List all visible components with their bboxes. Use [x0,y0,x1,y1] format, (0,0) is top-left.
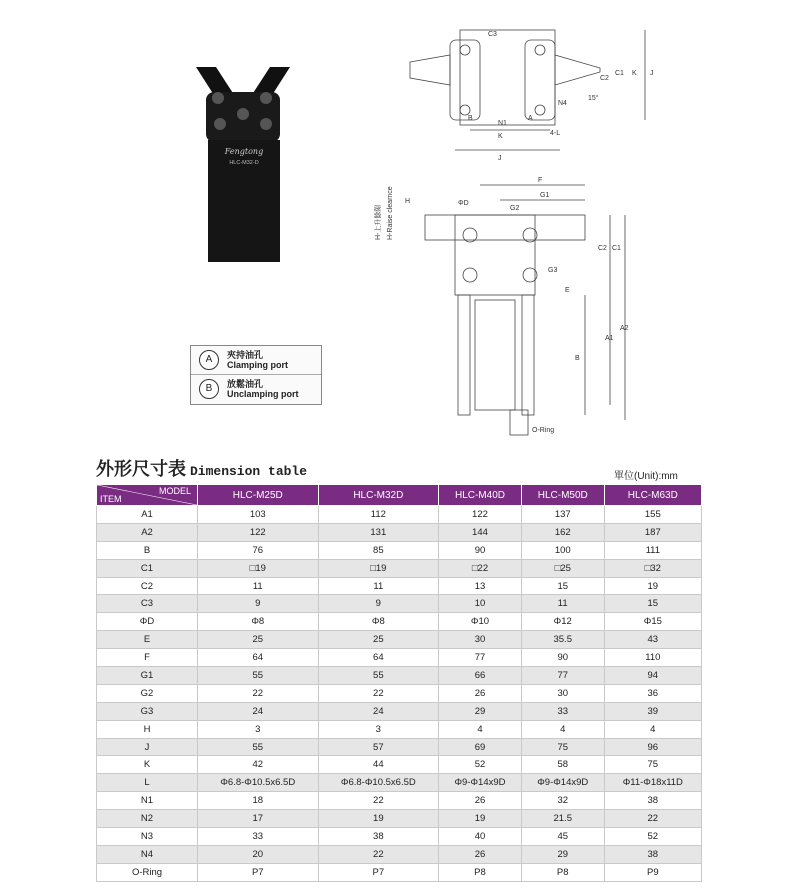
title-en: Dimension table [190,464,308,479]
table-row [97,506,702,524]
legend-a-en: Clamping port [227,360,288,370]
table-cell: 4 [439,720,522,738]
table-cell: 90 [521,649,604,667]
table-cell: 15 [521,577,604,595]
label-h-zh: H-上升餘隙 [375,204,382,240]
table-cell: 21.5 [521,810,604,828]
table-cell: 144 [439,523,522,541]
table-cell: 11 [198,577,319,595]
row-item-label: J [97,738,198,756]
model-header: HLC-M40D [439,485,522,506]
table-row [97,577,702,595]
model-header: HLC-M32D [318,485,439,506]
table-cell: 33 [198,828,319,846]
table-cell: 55 [198,738,319,756]
table-cell: 29 [521,845,604,863]
technical-drawing [360,10,660,440]
legend-row-b [191,375,321,403]
row-item-label: G3 [97,702,198,720]
table-cell: Φ9-Φ14x9D [439,774,522,792]
table-cell: Φ10 [439,613,522,631]
row-item-label: C3 [97,595,198,613]
table-cell: 131 [318,523,439,541]
row-item-label: N2 [97,810,198,828]
label-g2: G2 [510,205,520,212]
row-item-label: F [97,649,198,667]
table-row [97,541,702,559]
label-c1-side: C1 [612,245,621,252]
table-row [97,523,702,541]
table-cell: 4 [604,720,701,738]
table-cell: 96 [604,738,701,756]
table-row [97,863,702,881]
label-g3: G3 [548,267,558,274]
label-a2: A2 [620,325,629,332]
table-cell: 19 [604,577,701,595]
table-body [97,506,702,882]
row-item-label: G2 [97,684,198,702]
table-cell: 44 [318,756,439,774]
row-item-label: N3 [97,828,198,846]
table-cell: 19 [439,810,522,828]
table-cell: 64 [198,649,319,667]
table-cell: 111 [604,541,701,559]
row-item-label: A1 [97,506,198,524]
row-item-label: G1 [97,667,198,685]
table-cell: 76 [198,541,319,559]
title-zh: 外形尺寸表 [96,459,186,480]
table-cell: 64 [318,649,439,667]
table-cell: Φ11-Φ18x11D [604,774,701,792]
row-item-label: ΦD [97,613,198,631]
table-cell: P8 [439,863,522,881]
table-cell: 26 [439,684,522,702]
table-cell: Φ9-Φ14x9D [521,774,604,792]
table-cell: 66 [439,667,522,685]
table-cell: Φ8 [198,613,319,631]
table-cell: P9 [604,863,701,881]
table-cell: 155 [604,506,701,524]
table-cell: 112 [318,506,439,524]
label-c2-top: C2 [600,75,609,82]
label-c2-side: C2 [598,245,607,252]
corner-item: ITEM [100,494,122,504]
table-cell: 90 [439,541,522,559]
table-row [97,756,702,774]
legend-b-zh: 放鬆油孔 [227,380,264,390]
label-c3: C3 [488,31,497,38]
table-row [97,845,702,863]
label-g1: G1 [540,192,550,199]
table-cell: 94 [604,667,701,685]
table-cell: 36 [604,684,701,702]
corner-model: MODEL [158,486,191,496]
table-cell: 24 [198,702,319,720]
table-cell: □19 [198,559,319,577]
row-item-label: E [97,631,198,649]
photo-model: HLC-M32-D [229,160,259,166]
row-item-label: C2 [97,577,198,595]
table-row [97,667,702,685]
table-row [97,720,702,738]
label-k-top: K [632,70,637,77]
table-row [97,774,702,792]
label-c1-top: C1 [615,70,624,77]
table-cell: 11 [521,595,604,613]
table-cell: 10 [439,595,522,613]
table-cell: 38 [318,828,439,846]
label-h: H [405,198,411,205]
table-cell: 57 [318,738,439,756]
table-cell: P7 [318,863,439,881]
dimension-table [96,484,702,882]
table-cell: Φ8 [318,613,439,631]
table-cell: 85 [318,541,439,559]
table-cell: 15 [604,595,701,613]
table-cell: 103 [198,506,319,524]
label-a1: A1 [605,335,614,342]
label-e: E [565,287,570,294]
table-cell: 55 [318,667,439,685]
table-cell: 77 [521,667,604,685]
row-item-label: K [97,756,198,774]
table-cell: 122 [439,506,522,524]
table-row [97,702,702,720]
label-h-en: H-Raise clearnce [387,186,394,240]
legend-b-en: Unclamping port [227,389,299,399]
label-15deg: 15° [588,95,599,102]
label-n4: N4 [558,100,567,107]
table-row [97,684,702,702]
table-cell: 187 [604,523,701,541]
table-header-row [97,485,702,506]
table-cell: 52 [604,828,701,846]
table-cell: 22 [604,810,701,828]
corner-cell [97,485,198,506]
label-oring: O-Ring [532,427,555,434]
unit-label: 單位(Unit):mm [614,471,678,482]
table-cell: 55 [198,667,319,685]
table-cell: 29 [439,702,522,720]
table-cell: 75 [604,756,701,774]
table-cell: 162 [521,523,604,541]
table-cell: 52 [439,756,522,774]
table-cell: 110 [604,649,701,667]
row-item-label: N4 [97,845,198,863]
table-row [97,738,702,756]
table-row [97,828,702,846]
table-cell: 42 [198,756,319,774]
table-cell: 4 [521,720,604,738]
label-n1: N1 [498,120,507,127]
table-cell: Φ6.8-Φ10.5x6.5D [198,774,319,792]
table-row [97,595,702,613]
table-cell: 11 [318,577,439,595]
table-cell: 33 [521,702,604,720]
port-b-marker: B [199,379,219,399]
table-cell: □19 [318,559,439,577]
table-cell: 45 [521,828,604,846]
label-j-top: J [650,70,654,77]
model-header: HLC-M25D [198,485,319,506]
table-row [97,613,702,631]
table-cell: 20 [198,845,319,863]
table-cell: 24 [318,702,439,720]
label-j-bottom: J [498,155,502,162]
dimension-table-title [96,455,307,481]
table-cell: 122 [198,523,319,541]
table-cell: 69 [439,738,522,756]
label-port-a: A [528,115,533,122]
table-cell: 32 [521,792,604,810]
table-cell: 30 [439,631,522,649]
row-item-label: A2 [97,523,198,541]
product-photo [188,62,298,267]
row-item-label: H [97,720,198,738]
table-cell: 26 [439,845,522,863]
table-cell: Φ15 [604,613,701,631]
label-f: F [538,177,543,184]
model-header: HLC-M50D [521,485,604,506]
table-cell: 100 [521,541,604,559]
table-cell: 17 [198,810,319,828]
table-cell: 43 [604,631,701,649]
table-cell: □32 [604,559,701,577]
table-row [97,810,702,828]
table-cell: 18 [198,792,319,810]
legend-row-a [191,346,321,375]
table-cell: 3 [198,720,319,738]
table-cell: 22 [318,792,439,810]
port-a-marker: A [199,350,219,370]
table-cell: 13 [439,577,522,595]
table-cell: 40 [439,828,522,846]
table-cell: 58 [521,756,604,774]
row-item-label: O-Ring [97,863,198,881]
table-cell: 9 [318,595,439,613]
table-cell: □25 [521,559,604,577]
label-k-bottom: K [498,133,503,140]
table-cell: 38 [604,845,701,863]
table-cell: 39 [604,702,701,720]
table-cell: 25 [318,631,439,649]
table-cell: 137 [521,506,604,524]
table-cell: 35.5 [521,631,604,649]
table-row [97,559,702,577]
table-cell: 9 [198,595,319,613]
table-row [97,649,702,667]
model-header: HLC-M63D [604,485,701,506]
table-cell: 77 [439,649,522,667]
table-cell: 38 [604,792,701,810]
legend-a-zh: 夾持油孔 [227,351,264,361]
table-cell: 22 [318,684,439,702]
row-item-label: N1 [97,792,198,810]
row-item-label: B [97,541,198,559]
label-4l: 4-L [550,130,561,137]
row-item-label: C1 [97,559,198,577]
label-port-b: B [468,115,473,122]
table-cell: 26 [439,792,522,810]
table-cell: 19 [318,810,439,828]
table-cell: 22 [318,845,439,863]
label-phi-d: ΦD [458,200,469,207]
port-legend [190,345,322,405]
table-cell: Φ6.8-Φ10.5x6.5D [318,774,439,792]
table-cell: P8 [521,863,604,881]
table-cell: Φ12 [521,613,604,631]
table-row [97,792,702,810]
table-cell: 3 [318,720,439,738]
table-cell: 30 [521,684,604,702]
table-row [97,631,702,649]
table-cell: P7 [198,863,319,881]
table-cell: □22 [439,559,522,577]
label-b: B [575,355,580,362]
row-item-label: L [97,774,198,792]
photo-brand: Fengtong [224,147,264,156]
table-cell: 22 [198,684,319,702]
table-cell: 25 [198,631,319,649]
table-cell: 75 [521,738,604,756]
